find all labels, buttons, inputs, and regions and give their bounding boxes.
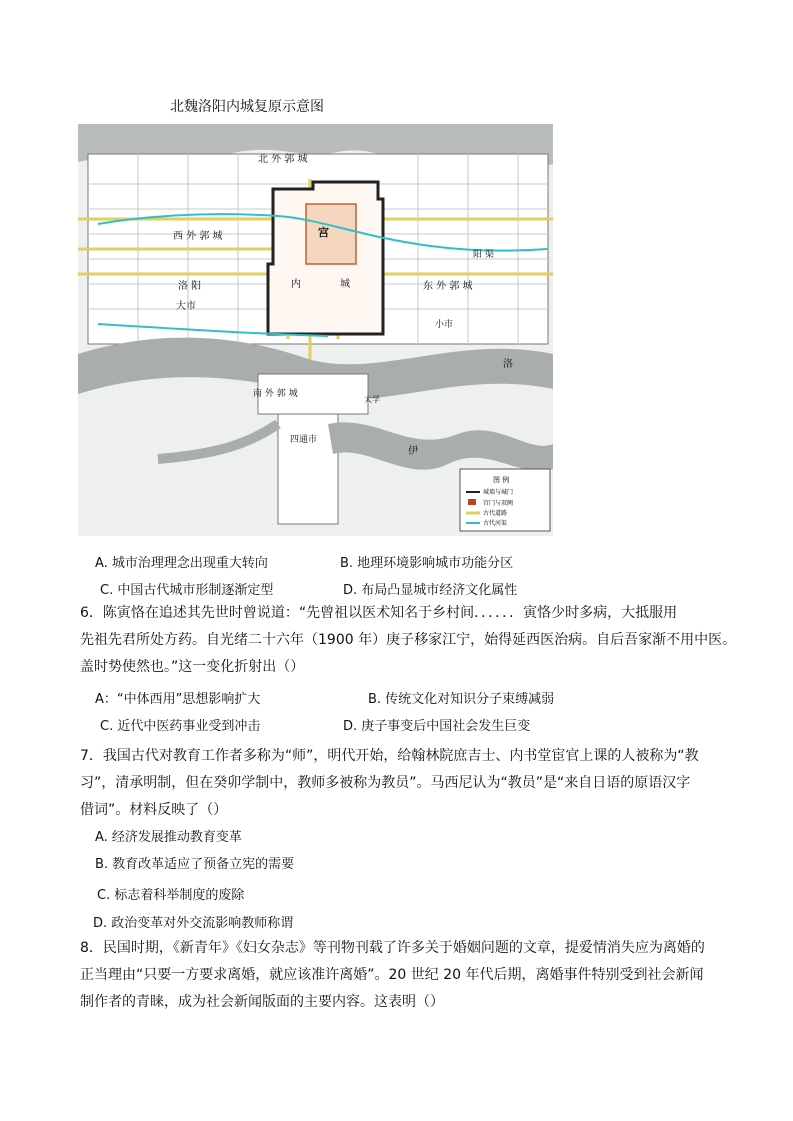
label-south-outer: 南 外 郭 城 [253, 389, 298, 399]
question-8-stem: 8．民国时期，《新青年》《妇女杂志》等刊物刊载了许多关于婚姻问题的文章，提爱情消失应为离婚的 正当理由“只要一方要求离婚，就应该准许离婚”。20 世纪 20 年代后期，离婚事件特别受到社会新闻 制作者的青睐，成为社会新闻版面的主要内容。这表明（） [80, 940, 705, 1010]
q7-option-b: B. 教育改革适应了预备立宪的需要 [95, 857, 295, 872]
q5-option-c: C. 中国古代城市形制逐渐定型 [100, 583, 274, 598]
q7-option-a: A. 经济发展推动教育变革 [95, 830, 242, 845]
svg-text:古代道路: 古代道路 [483, 510, 508, 517]
q6-option-c: C. 近代中医药事业受到冲击 [100, 719, 261, 734]
q6-option-d: D. 庚子事变后中国社会发生巨变 [343, 719, 531, 734]
svg-text:古代河渠: 古代河渠 [483, 520, 508, 527]
map-title: 北魏洛阳内城复原示意图 [170, 99, 324, 115]
palace-area [306, 204, 356, 264]
q7-option-c: C. 标志着科举制度的废除 [97, 888, 245, 903]
label-luo-river: 洛 [503, 359, 513, 370]
label-north-outer: 北 外 郭 城 [258, 154, 308, 165]
q7-option-d: D. 政治变革对外交流影响教师称谓 [93, 916, 294, 931]
q5-option-d: D. 布局凸显城市经济文化属性 [343, 583, 518, 598]
q5-option-b: B. 地理环境影响城市功能分区 [340, 556, 514, 571]
svg-text:图 例: 图 例 [493, 476, 510, 484]
label-yang-canal: 阳 渠 [473, 250, 494, 260]
q5-option-a: A. 城市治理理念出现重大转向 [95, 556, 268, 571]
question-7-stem: 7．我国古代对教育工作者多称为“师”，明代开始，给翰林院庶吉士、内书堂宦官上课的人被称为“教 习”，清承明制，但在癸卯学制中，教师多被称为教员”。马西尼认为“教员”是“来自日语的原语汉字 借词”。材料反映了（） [80, 748, 699, 818]
label-west-outer: 西 外 郭 城 [173, 231, 223, 242]
label-big-market: 大市 [176, 301, 196, 312]
q6-option-b: B. 传统文化对知识分子束缚减弱 [368, 692, 555, 707]
label-palace: 宫 [318, 226, 329, 239]
q6-option-a: A：“中体西用”思想影响扩大 [95, 692, 261, 707]
svg-text:城墙与城门: 城墙与城门 [483, 489, 514, 496]
label-inner: 内 [291, 279, 301, 290]
label-small-market: 小市 [435, 320, 454, 330]
label-four-market: 四通市 [290, 435, 318, 445]
question-6-stem: 6．陈寅恪在追述其先世时曾说道：“先曾祖以医术知名于乡村间．．．．．．寅恪少时多病，大抵服用 先祖先君所处方药。自光绪二十六年（1900 年）庚子移家江宁，始得延西医治病。自后吾家渐不用中医。 盖时势使然也。”这一变化折射出（） [80, 605, 737, 675]
label-inner2: 城 [340, 279, 350, 290]
label-yi-river: 伊 [408, 446, 418, 457]
label-east-outer: 东 外 郭 城 [423, 281, 473, 292]
label-luoyang: 洛 阳 [178, 281, 202, 292]
luoyang-city-map [78, 124, 553, 536]
svg-text:宫门与双阙: 宫门与双阙 [483, 500, 514, 507]
label-taixue: 太学 [364, 395, 380, 404]
